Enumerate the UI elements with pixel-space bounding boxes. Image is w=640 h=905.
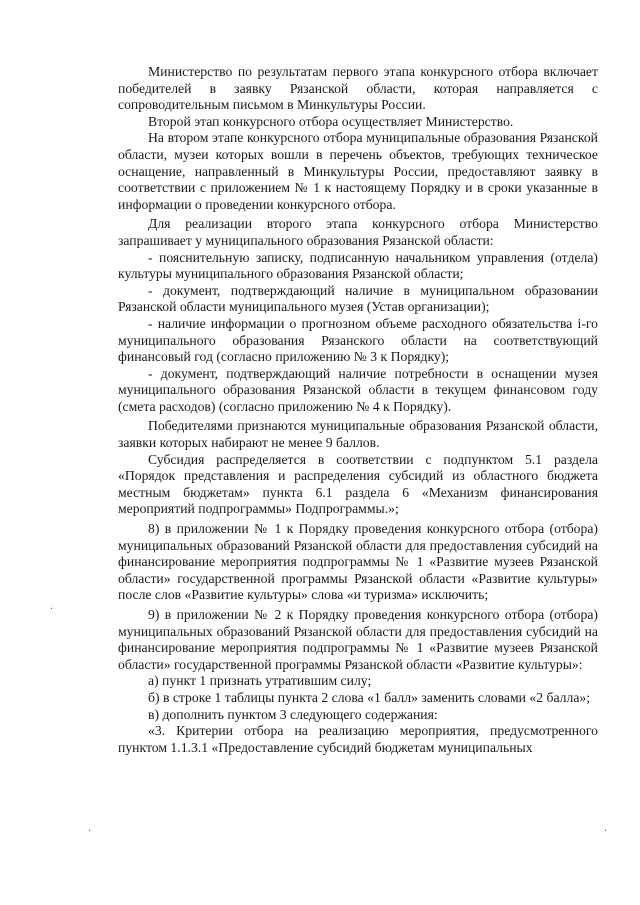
- list-item-explanatory-note: - пояснительную записку, подписанную начальником управления (отдела) культуры муниципального образования Рязанской области;: [118, 249, 598, 282]
- document-body: [118, 64, 598, 756]
- paragraph-winners: Победителями признаются муниципальные образования Рязанской области, заявки которых набирают не менее 9 баллов.: [118, 418, 598, 451]
- scan-speck-bottom-left: ·: [88, 826, 92, 837]
- paragraph-2: Второй этап конкурсного отбора осуществляет Министерство.: [148, 113, 514, 129]
- list-item-need-document: - документ, подтверждающий наличие потребности в оснащении музея муниципального образования Рязанской области в текущем финансовом году (смета расходов) (согласно приложению № 4 к Порядку).: [118, 365, 598, 414]
- paragraph-subsidy: Субсидия распределяется в соответствии с подпунктом 5.1 раздела «Порядок представления и распределения субсидий из областного бюджета местным бюджетам» пункта 6.1 раздела 6 «Механизм финансирования мероприятий подпрограммы» Подпрограммы.»;: [118, 451, 598, 517]
- paragraph-item-8: 8) в приложении № 1 к Порядку проведения конкурсного отбора (отбора) муниципальных образований Рязанской области для предоставления субсидий на финансирование мероприятия подпрограммы № 1 «Развитие музеев Рязанской области» государственной программы Рязанской области «Развитие культуры» после слов «Развитие культуры» слова «и туризма» исключить;: [118, 521, 598, 603]
- subitem-b: б) в строке 1 таблицы пункта 2 слова «1 балл» заменить словами «2 балла»;: [148, 689, 591, 705]
- scan-speck-left: ·: [50, 604, 54, 615]
- paragraph-1: Министерство по результатам первого этапа конкурсного отбора включает победителей в заявку Рязанской области, которая направляется с сопроводительным письмом в Минкультуры России.: [118, 64, 598, 113]
- subitem-a: а) пункт 1 признать утратившим силу;: [148, 673, 372, 689]
- paragraph-3: На втором этапе конкурсного отбора муниципальные образования Рязанской области, музеи которых вошли в перечень объектов, требующих техническое оснащение, направленный в Минкультуры России, предоставляют заявку в соответствии с приложением № 1 к настоящему Порядку и в сроки указанные в информации о проведении конкурсного отбора.: [118, 130, 598, 212]
- paragraph-criteria: «3. Критерии отбора на реализацию мероприятия, предусмотренного пунктом 1.1.3.1 «Предоставление субсидий бюджетам муниципальных: [118, 723, 598, 755]
- subitem-c: в) дополнить пунктом 3 следующего содержания:: [148, 706, 438, 722]
- paragraph-item-9: 9) в приложении № 2 к Порядку проведения конкурсного отбора (отбора) муниципальных образований Рязанской области для предоставления субсидий на финансирование мероприятия подпрограммы № 1 «Развитие музеев Рязанской области» государственной программы Рязанской области «Развитие культуры»:: [118, 607, 598, 672]
- scan-speck-right: ·: [604, 826, 608, 837]
- list-item-expense-info: - наличие информации о прогнозном объеме расходного обязательства i-го муниципального образования Рязанского области на соответствующий финансовый год (согласно приложению № 3 к Порядку);: [118, 315, 598, 365]
- paragraph-4: Для реализации второго этапа конкурсного отбора Министерство запрашивает у муниципального образования Рязанской области:: [118, 216, 598, 248]
- list-item-museum-document: - документ, подтверждающий наличие в муниципальном образовании Рязанской области муниципального музея (Устав организации);: [118, 282, 598, 315]
